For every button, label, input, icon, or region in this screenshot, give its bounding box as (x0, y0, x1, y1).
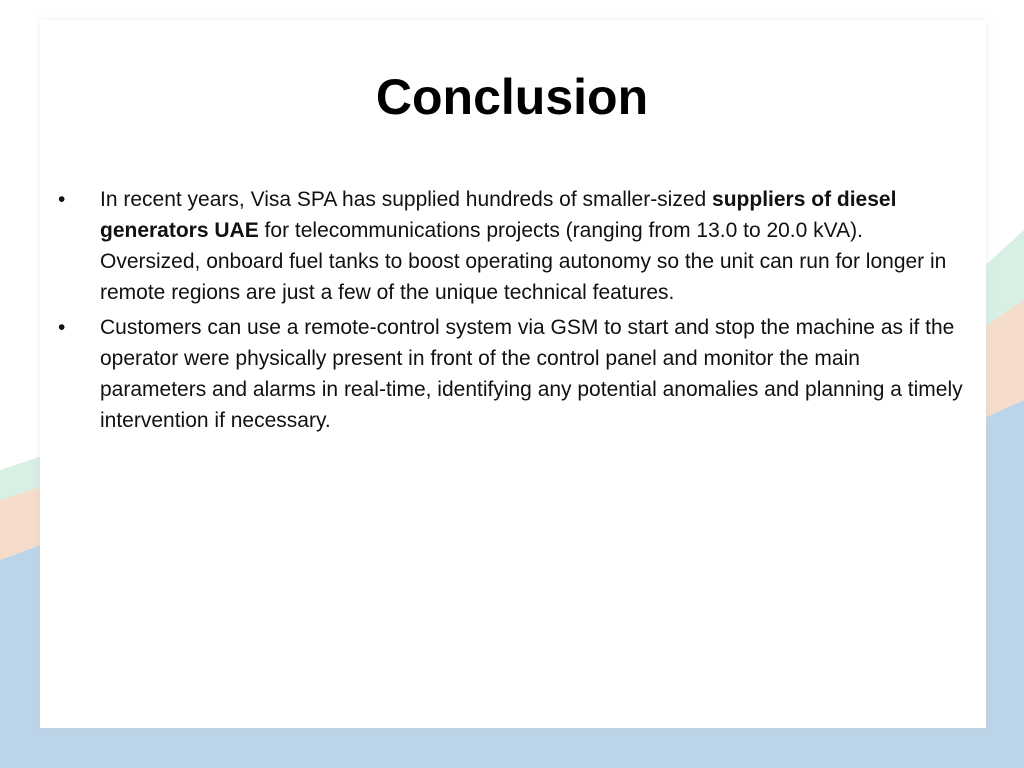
bullet-marker: • (58, 188, 66, 211)
decor-band-blue-bottom (0, 728, 1024, 768)
bullet-bold-link-text: suppliers of diesel generators UAE (100, 188, 897, 242)
bullet-text-continued: for telecommunications projects (ranging from 13.0 to 20.0 kVA). Oversized, onboard fuel tanks to boost operating autonomy so the unit can run for longer in remote regions are just a few of the unique technical features. (100, 219, 947, 304)
bullet-text: In recent years, Visa SPA has supplied hundreds of smaller-sized (100, 188, 713, 211)
bullet-list (58, 184, 966, 440)
slide-title: Conclusion (375, 69, 649, 125)
bullet-text: Customers can use a remote-control system via GSM to start and stop the machine as if the operator were physically present in front of the control panel and monitor the main parameters and alarms in real-time, identifying any potential anomalies and planning a timely intervention if necessary. (100, 316, 963, 432)
bullet-item (58, 184, 966, 308)
decor-band-blue-right (980, 400, 1024, 768)
bullet-marker: • (58, 316, 66, 339)
bullet-item (58, 312, 966, 436)
